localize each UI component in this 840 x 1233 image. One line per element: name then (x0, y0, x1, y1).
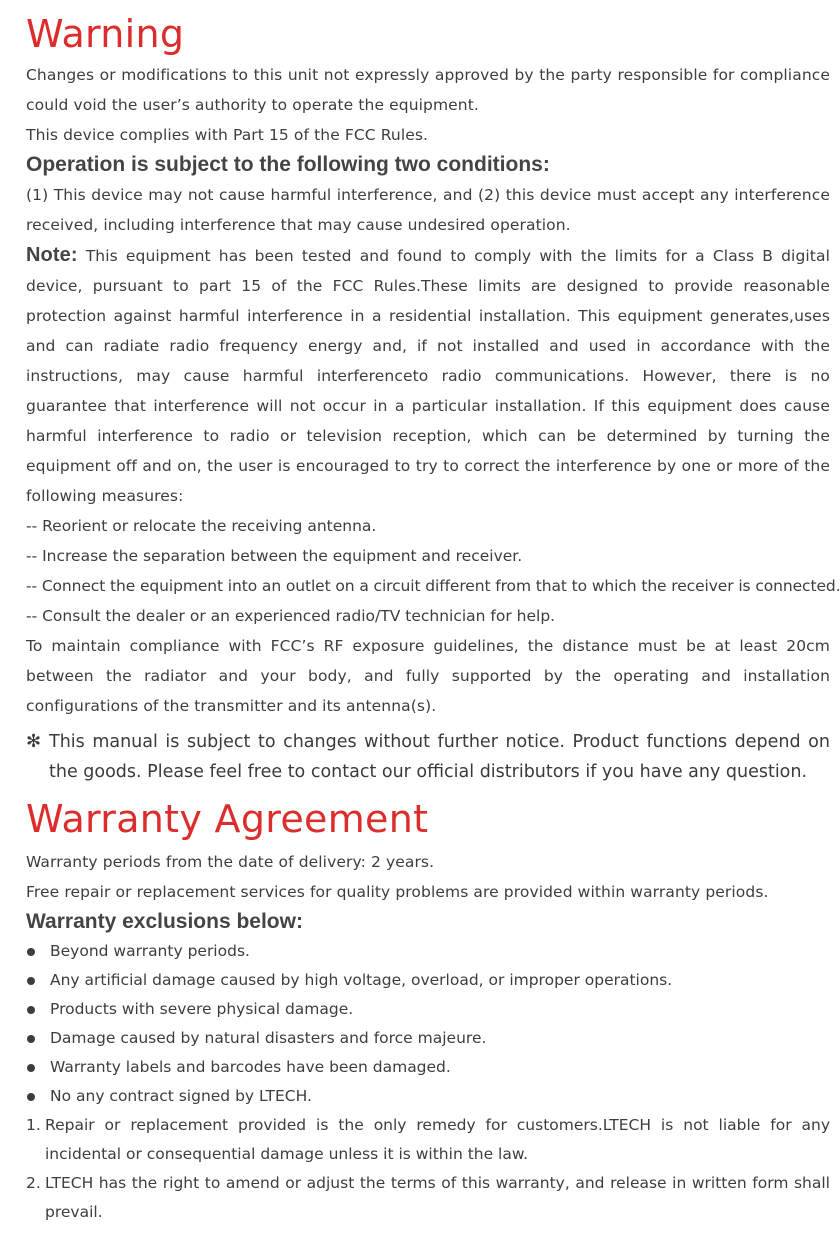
exclusions-heading: Warranty exclusions below: (26, 910, 303, 933)
bullet-icon (27, 1035, 35, 1043)
warranty-title: Warranty Agreement (26, 797, 429, 841)
measure-item: -- Connect the equipment into an outlet on a circuit different from that to which the receiver is connected. (26, 577, 840, 595)
exclusion-text: No any contract signed by LTECH. (50, 1087, 312, 1105)
warranty-term-1 (26, 1111, 830, 1169)
exclusion-text: Any artificial damage caused by high voltage, overload, or improper operations. (50, 971, 673, 989)
bullet-icon (27, 1064, 35, 1072)
rf-exposure-paragraph: To maintain compliance with FCC’s RF exposure guidelines, the distance must be at least 20cm between the radiator and your body, and fully supported by the operating and installation configurations of the transmitter and its antenna(s). (26, 637, 830, 715)
bullet-icon (27, 1093, 35, 1101)
bullet-icon (27, 977, 35, 985)
manual-notice (26, 727, 830, 787)
term-number: 2. (26, 1174, 41, 1192)
list-item (26, 966, 830, 995)
note-label: Note: (26, 244, 78, 266)
warranty-period: Warranty periods from the date of delivery: 2 years. (26, 853, 435, 871)
document-page (26, 12, 840, 1227)
conditions-text: (1) This device may not cause harmful interference, and (2) this device must accept any interference received, including interference that may cause undesired operation. (26, 186, 830, 234)
fcc-compliance-line: This device complies with Part 15 of the FCC Rules. (26, 126, 429, 144)
warning-title: Warning (26, 12, 185, 56)
list-item (26, 1082, 830, 1111)
note-text: This equipment has been tested and found to comply with the limits for a Class B digital device, pursuant to part 15 of the FCC Rules.These limits are designed to provide reasonable protection against harmful interference in a residential installation. This equipment generates,uses and can radiate radio frequency energy and, if not installed and used in accordance with the instructions, may cause harmful interferenceto radio communications. However, there is no guarantee that interference will not occur in a particular installation. If this equipment does cause harmful interference to radio or television reception, which can be determined by turning the equipment off and on, the user is encouraged to try to correct the interference by one or more of the following measures: (26, 247, 830, 505)
free-repair-line: Free repair or replacement services for quality problems are provided within warranty periods. (26, 883, 769, 901)
manual-notice-text: This manual is subject to changes without further notice. Product functions depend on the goods. Please feel free to contact our official distributors if you have any question. (49, 732, 830, 782)
list-item (26, 995, 830, 1024)
conditions-heading: Operation is subject to the following two conditions: (26, 153, 550, 176)
measure-item: -- Reorient or relocate the receiving antenna. (26, 517, 377, 535)
measure-item: -- Consult the dealer or an experienced radio/TV technician for help. (26, 607, 556, 625)
list-item (26, 1053, 830, 1082)
term-text: LTECH has the right to amend or adjust the terms of this warranty, and release in written form shall prevail. (45, 1174, 830, 1221)
exclusion-text: Damage caused by natural disasters and force majeure. (50, 1029, 487, 1047)
measure-item: -- Increase the separation between the equipment and receiver. (26, 547, 523, 565)
exclusion-text: Warranty labels and barcodes have been damaged. (50, 1058, 451, 1076)
modification-paragraph: Changes or modifications to this unit not expressly approved by the party responsible for compliance could void the user’s authority to operate the equipment. (26, 66, 830, 114)
exclusions-list (26, 937, 830, 1111)
exclusion-text: Beyond warranty periods. (50, 942, 250, 960)
asterisk-icon: ✻ (26, 731, 42, 752)
note-paragraph (26, 240, 830, 511)
list-item (26, 1024, 830, 1053)
bullet-icon (27, 948, 35, 956)
warranty-term-2 (26, 1169, 830, 1227)
term-text: Repair or replacement provided is the only remedy for customers.LTECH is not liable for any incidental or consequential damage unless it is within the law. (45, 1116, 830, 1163)
term-number: 1. (26, 1116, 41, 1134)
bullet-icon (27, 1006, 35, 1014)
exclusion-text: Products with severe physical damage. (50, 1000, 354, 1018)
list-item (26, 937, 830, 966)
